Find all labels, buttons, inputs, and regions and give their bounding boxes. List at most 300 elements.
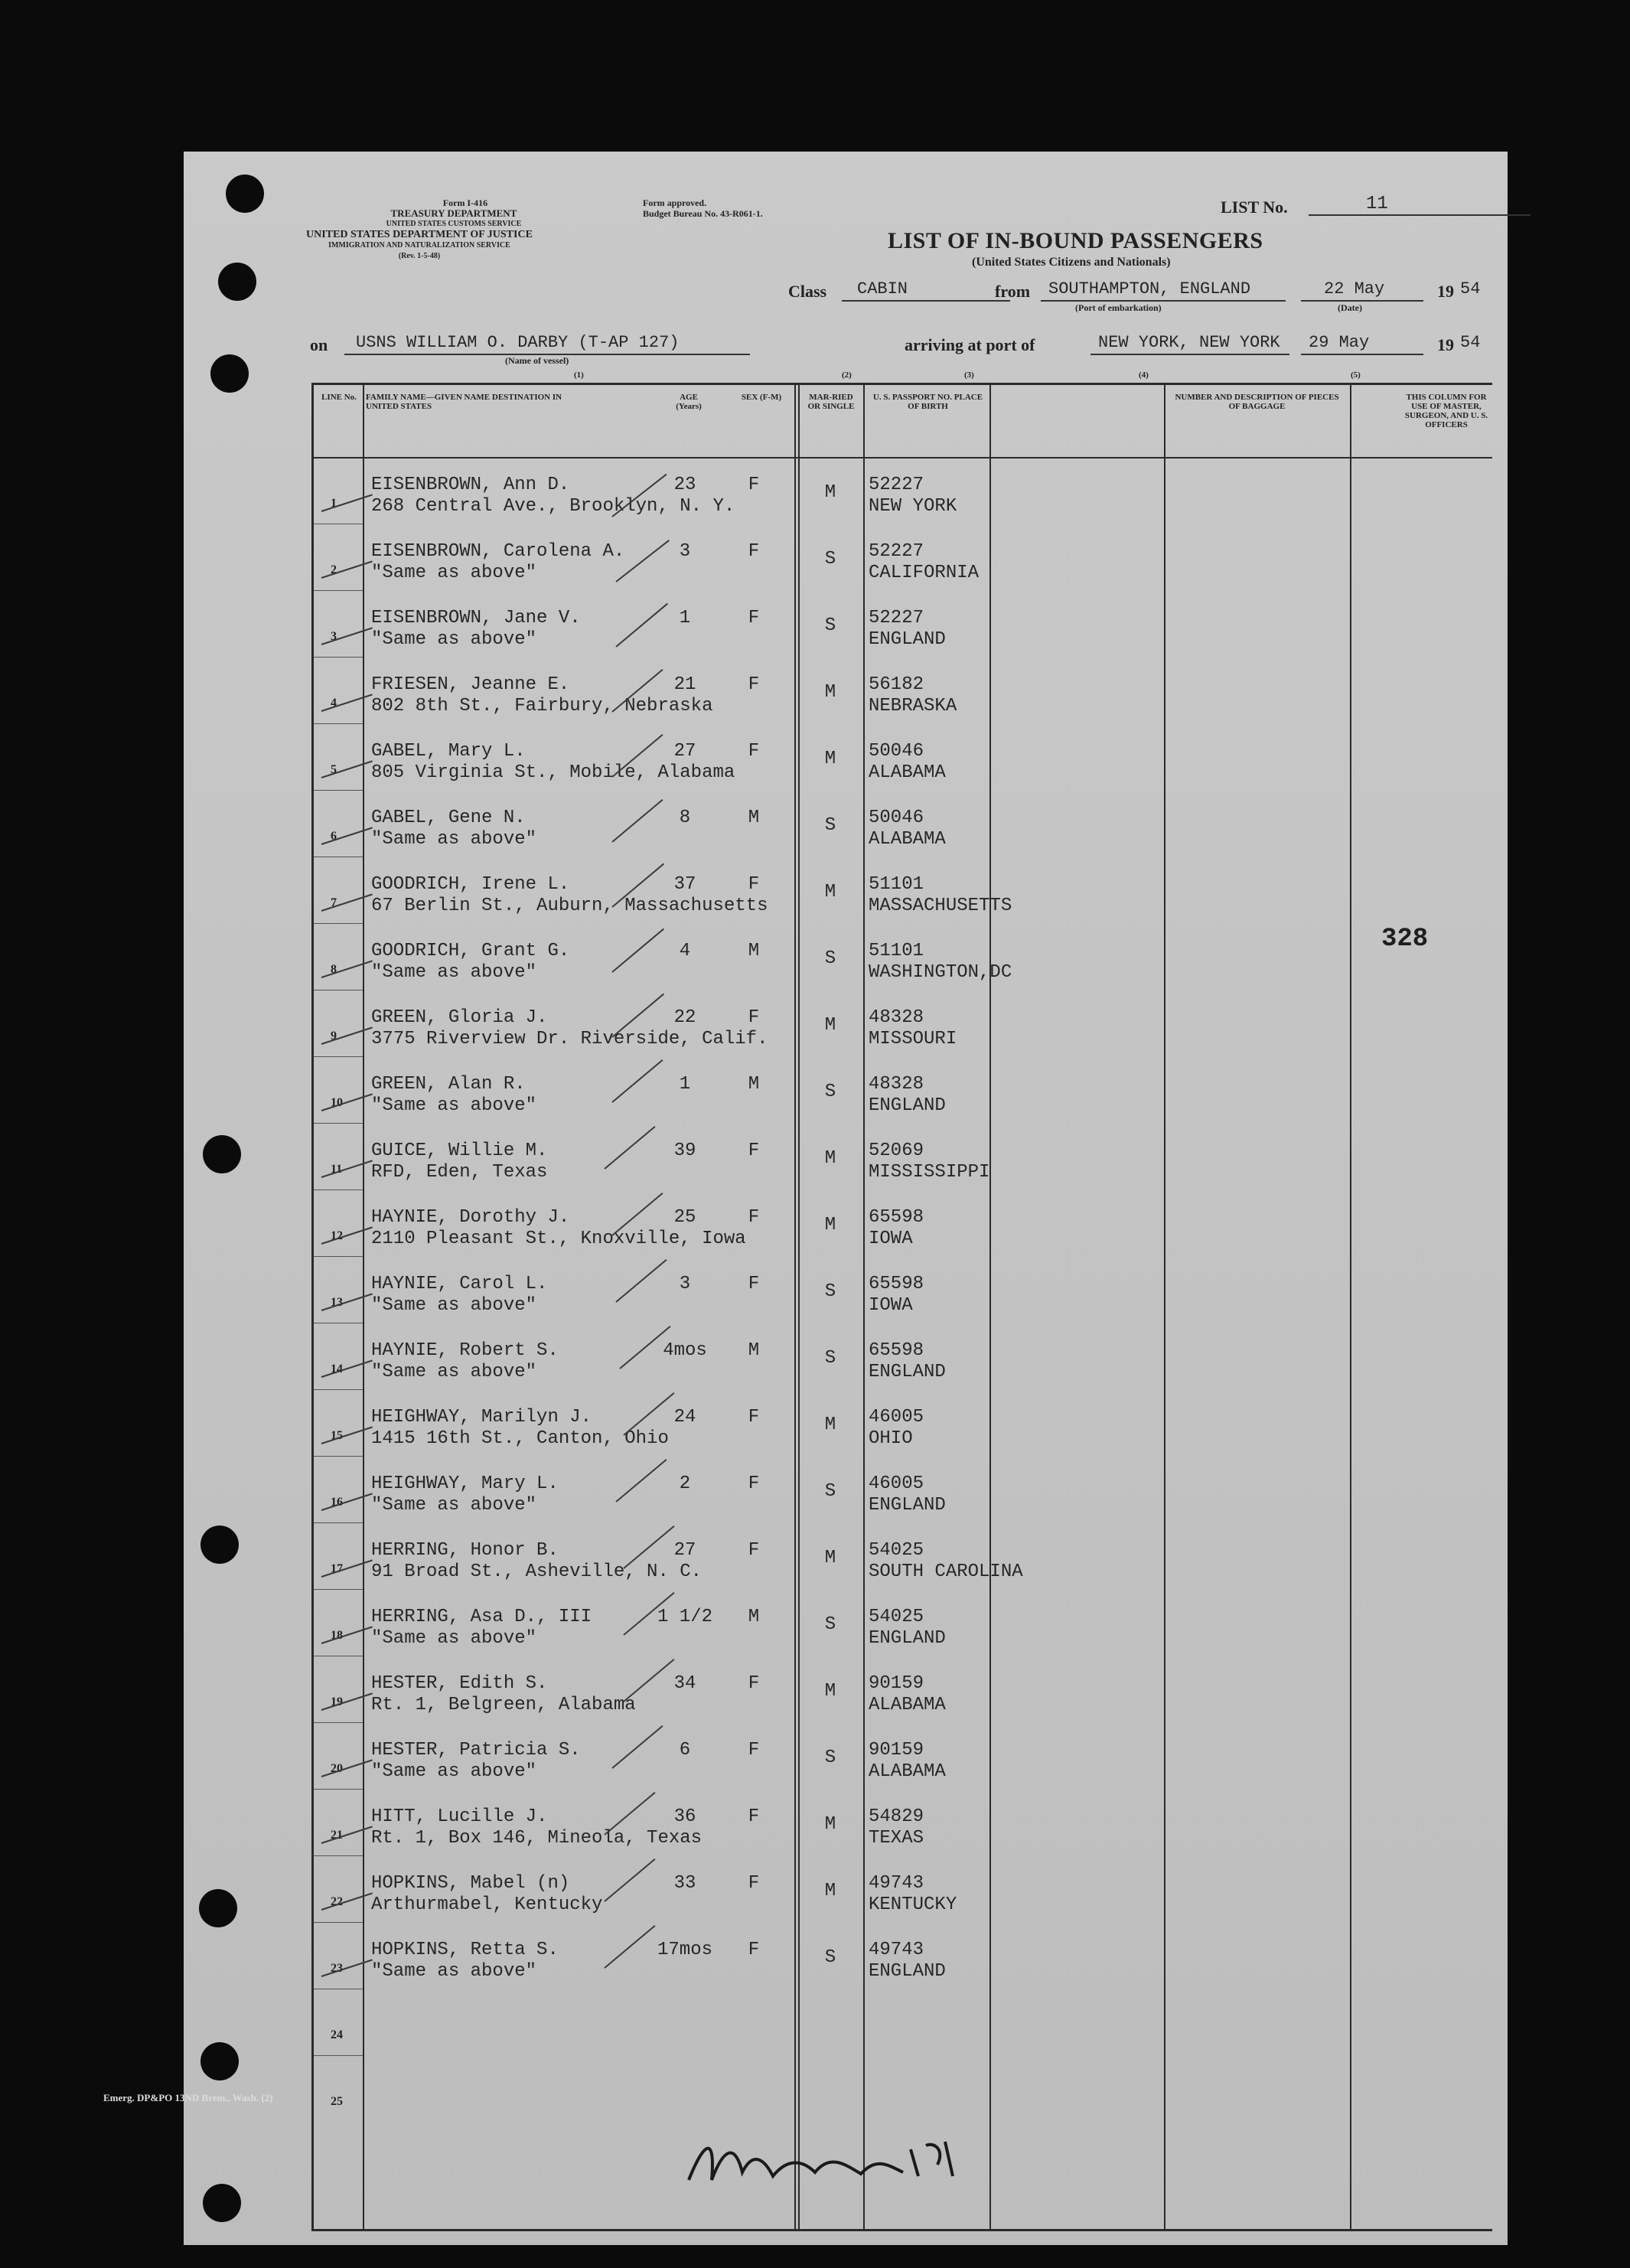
checkmark [321,1692,373,1711]
line-number: 12 [331,1229,343,1242]
place-of-birth: CALIFORNIA [869,563,980,583]
line-number: 11 [331,1163,343,1176]
row-divider [314,1855,363,1856]
marital-status: M [824,882,836,902]
punch-hole [210,354,249,393]
checkmark [604,1858,655,1902]
line-number: 13 [331,1296,343,1309]
checkmark [321,1359,373,1378]
line-number: 16 [331,1496,343,1509]
age: 37 [673,874,696,895]
age: 24 [673,1407,696,1428]
marital-status: S [824,815,836,836]
destination: Rt. 1, Box 146, Mineola, Texas [371,1828,703,1849]
col-num-2: (2) [842,370,852,380]
arrival-date: 29 May [1309,333,1370,352]
passport-number: 49743 [869,1873,924,1894]
marital-status: S [824,1947,836,1968]
line-number: 6 [331,830,337,843]
table-row [314,1456,1495,1522]
passport-number: 65598 [869,1274,924,1294]
passenger-name: HESTER, Edith S. [371,1673,548,1694]
sex: F [748,1274,760,1294]
age: 1 1/2 [657,1607,712,1627]
line-number: 23 [331,1962,343,1975]
marital-status: S [824,948,836,969]
passport-number: 54025 [869,1540,924,1561]
passport-number: 56182 [869,674,924,695]
list-no-value: 11 [1366,194,1388,214]
age: 8 [679,808,691,828]
place-of-birth: ALABAMA [869,762,946,783]
port-embarkation: SOUTHAMPTON, ENGLAND [1048,279,1251,299]
row-divider [314,1256,363,1257]
line-number: 8 [331,963,337,976]
passenger-name: HAYNIE, Dorothy J. [371,1207,570,1228]
marital-status: S [824,1082,836,1102]
checkmark [321,693,373,712]
destination: "Same as above" [371,829,537,850]
table-row [314,1722,1495,1789]
table-row [314,1855,1495,1922]
row-divider [314,790,363,791]
age: 39 [673,1141,696,1161]
line-number: 3 [331,630,337,643]
destination: "Same as above" [371,1628,537,1649]
table-row [314,1656,1495,1722]
checkmark [321,627,373,645]
form-agency-block [306,197,533,262]
sex: M [748,1074,760,1095]
line-number: 5 [331,763,337,776]
checkmark [321,1493,373,1511]
arrival-date-underline [1301,354,1423,355]
vessel-caption: (Name of vessel) [505,355,569,366]
printer-footer: Emerg. DP&PO 13ND Brem., Wash. (2) [103,2092,273,2103]
checkmark [321,560,373,579]
row-divider [314,1056,363,1057]
age: 1 [679,608,691,628]
passenger-name: HAYNIE, Robert S. [371,1340,559,1361]
checkmark [321,960,373,978]
age: 25 [673,1207,696,1228]
place-of-birth: ALABAMA [869,829,946,850]
checkmark [321,1426,373,1444]
place-of-birth: ENGLAND [869,1495,946,1516]
destination: "Same as above" [371,1961,537,1982]
page-title: LIST OF IN-BOUND PASSENGERS [888,228,1263,253]
form-approved-text: Form approved. [643,197,707,208]
checkmark [321,760,373,778]
place-of-birth: WASHINGTON,DC [869,962,1012,983]
marital-status: M [824,1415,836,1435]
passport-number: 50046 [869,808,924,828]
col-header-line: LINE No. [321,393,357,402]
checkmark [321,1626,373,1644]
table-row [314,1522,1495,1589]
punch-hole [226,175,264,213]
marital-status: S [824,1748,836,1768]
checkmark [604,1126,655,1170]
punch-hole [203,1135,241,1173]
age: 22 [673,1007,696,1028]
col-header-passport: U. S. PASSPORT NO. PLACE OF BIRTH [872,393,983,411]
passenger-name: HEIGHWAY, Mary L. [371,1473,559,1494]
age: 17mos [657,1940,712,1960]
destination: 3775 Riverview Dr. Riverside, Calif. [371,1029,768,1049]
sex: F [748,475,760,495]
line-number: 7 [331,896,337,909]
sex: M [748,941,760,961]
marital-status: M [824,482,836,503]
passenger-name: GREEN, Gloria J. [371,1007,548,1028]
sex: F [748,1141,760,1161]
table-row [314,1589,1495,1656]
line-number: 10 [331,1096,343,1109]
punch-hole [199,1889,237,1927]
punch-hole [218,263,256,301]
passenger-name: HAYNIE, Carol L. [371,1274,548,1294]
vessel-name: USNS WILLIAM O. DARBY (T-AP 127) [356,333,680,352]
punch-hole [203,2184,241,2222]
sex: F [748,541,760,562]
passport-number: 51101 [869,941,924,961]
officer-stamp: 328 [1381,925,1429,954]
marital-status: M [824,1681,836,1702]
table-row [314,2055,1495,2122]
checkmark [321,494,373,512]
sex: F [748,1873,760,1894]
table-row [314,657,1495,723]
passenger-name: HOPKINS, Mabel (n) [371,1873,570,1894]
table-row [314,857,1495,923]
passenger-name: HITT, Lucille J. [371,1806,548,1827]
sex: M [748,1607,760,1627]
line-number: 21 [331,1829,343,1842]
row-divider [314,1589,363,1590]
sex: M [748,1340,760,1361]
date-caption: (Date) [1338,302,1362,313]
place-of-birth: ENGLAND [869,1961,946,1982]
table-row [314,1922,1495,1989]
destination: 268 Central Ave., Brooklyn, N. Y. [371,496,735,517]
destination: "Same as above" [371,1295,537,1316]
sex: F [748,874,760,895]
marital-status: M [824,1548,836,1568]
table-row [314,457,1495,524]
arrival-port: NEW YORK, NEW YORK [1098,333,1280,352]
marital-status: S [824,549,836,569]
justice-dept: UNITED STATES DEPARTMENT OF JUSTICE [306,229,533,240]
sex: F [748,1940,760,1960]
destination: Rt. 1, Belgreen, Alabama [371,1695,636,1715]
sex: F [748,1007,760,1028]
col-num-5: (5) [1351,370,1361,380]
place-of-birth: IOWA [869,1229,913,1249]
age: 23 [673,475,696,495]
place-of-birth: KENTUCKY [869,1894,957,1915]
place-of-birth: MASSACHUSETTS [869,896,1012,916]
destination: RFD, Eden, Texas [371,1162,548,1183]
marital-status: S [824,1281,836,1302]
row-divider [314,1789,363,1790]
passport-number: 52227 [869,475,924,495]
place-of-birth: ENGLAND [869,1628,946,1649]
age: 33 [673,1873,696,1894]
marital-status: M [824,1881,836,1901]
destination: 91 Broad St., Asheville, N. C. [371,1561,703,1582]
age: 36 [673,1806,696,1827]
destination: 67 Berlin St., Auburn, Massachusetts [371,896,768,916]
sex: F [748,1673,760,1694]
passenger-name: HEIGHWAY, Marilyn J. [371,1407,592,1428]
age: 34 [673,1673,696,1694]
passenger-name: EISENBROWN, Carolena A. [371,541,625,562]
year-prefix: 19 [1437,282,1454,301]
line-number: 15 [331,1429,343,1442]
col-num-4: (4) [1139,370,1149,380]
passport-number: 46005 [869,1473,924,1494]
list-no-underline [1309,214,1531,216]
place-of-birth: ENGLAND [869,1362,946,1382]
checkmark [321,1293,373,1311]
punch-hole [200,2042,239,2080]
row-divider [314,923,363,924]
marital-status: M [824,749,836,769]
passenger-name: EISENBROWN, Ann D. [371,475,570,495]
age: 4mos [663,1340,707,1361]
line-number: 18 [331,1629,343,1642]
row-divider [314,2055,363,2056]
place-of-birth: ALABAMA [869,1761,946,1782]
embark-year: 54 [1460,279,1481,299]
form-approval [643,197,763,219]
sex: F [748,741,760,762]
checkmark [321,893,373,912]
class-underline [842,300,1010,302]
row-divider [314,657,363,658]
marital-status: M [824,682,836,703]
line-number: 17 [331,1562,343,1575]
arrival-port-underline [1090,354,1289,355]
marital-status: M [824,1814,836,1835]
age: 6 [679,1740,691,1761]
line-number: 14 [331,1362,343,1375]
row-divider [314,1722,363,1723]
manifest-table [311,383,1492,2231]
marital-status: S [824,615,836,636]
table-row [314,1189,1495,1256]
arrival-year-prefix: 19 [1437,335,1454,354]
passport-number: 49743 [869,1940,924,1960]
age: 4 [679,941,691,961]
row-divider [314,1389,363,1390]
row-divider [314,723,363,724]
destination: "Same as above" [371,629,537,650]
from-label: from [995,282,1031,301]
age: 3 [679,1274,691,1294]
port-underline [1041,300,1286,302]
checkmark [321,1093,373,1111]
passenger-name: GABEL, Mary L. [371,741,526,762]
row-divider [314,590,363,591]
passenger-name: HERRING, Honor B. [371,1540,559,1561]
checkmark [321,1892,373,1911]
row-divider [314,1522,363,1523]
place-of-birth: IOWA [869,1295,913,1316]
budget-bureau-no: Budget Bureau No. 43-R061-1. [643,208,763,219]
passport-number: 54829 [869,1806,924,1827]
destination: "Same as above" [371,1761,537,1782]
passenger-name: HESTER, Patricia S. [371,1740,581,1761]
passenger-name: GREEN, Alan R. [371,1074,526,1095]
line-number: 2 [331,563,337,576]
line-number: 25 [331,2095,343,2108]
line-number: 4 [331,697,337,710]
passenger-manifest-sheet [184,152,1508,2245]
arriving-label: arriving at port of [905,335,1035,354]
destination: "Same as above" [371,1362,537,1382]
passport-number: 90159 [869,1673,924,1694]
destination: 1415 16th St., Canton, Ohio [371,1428,669,1449]
sex: F [748,674,760,695]
table-row [314,1256,1495,1323]
sex: F [748,1806,760,1827]
destination: 805 Virginia St., Mobile, Alabama [371,762,735,783]
table-row [314,923,1495,990]
date-underline [1301,300,1423,302]
col-header-sex: SEX (F-M) [741,393,782,402]
col-num-3: (3) [964,370,974,380]
line-number: 20 [331,1762,343,1775]
marital-status: S [824,1614,836,1635]
place-of-birth: MISSISSIPPI [869,1162,990,1183]
sex: F [748,1407,760,1428]
passport-number: 54025 [869,1607,924,1627]
col-header-officers: THIS COLUMN FOR USE OF MASTER, SURGEON, AND U. S. OFFICERS [1404,393,1488,429]
table-row [314,590,1495,657]
age: 1 [679,1074,691,1095]
port-embark-caption: (Port of embarkation) [1075,302,1162,313]
passenger-name: EISENBROWN, Jane V. [371,608,581,628]
table-row [314,723,1495,790]
checkmark [321,1026,373,1045]
checkmark [321,1559,373,1578]
table-row [314,1056,1495,1123]
checkmark [321,1226,373,1245]
passenger-name: GABEL, Gene N. [371,808,526,828]
col-header-age: AGE (Years) [676,393,702,411]
official-signature [681,2119,972,2203]
customs-service: UNITED STATES CUSTOMS SERVICE [386,220,522,228]
sex: F [748,1473,760,1494]
col-header-married: MAR-RIED OR SINGLE [807,393,855,411]
passport-number: 48328 [869,1007,924,1028]
destination: "Same as above" [371,1495,537,1516]
arrival-year: 54 [1460,333,1481,352]
table-row [314,1989,1495,2055]
row-divider [314,1922,363,1923]
passport-number: 52227 [869,541,924,562]
passport-number: 46005 [869,1407,924,1428]
passport-number: 65598 [869,1340,924,1361]
col-header-baggage: NUMBER AND DESCRIPTION OF PIECES OF BAGGAGE [1175,393,1339,411]
line-number: 22 [331,1895,343,1908]
passenger-name: HOPKINS, Retta S. [371,1940,559,1960]
line-number: 1 [331,497,337,510]
class-value: CABIN [857,279,908,299]
passport-number: 51101 [869,874,924,895]
punch-hole [200,1526,239,1564]
destination: 802 8th St., Fairbury, Nebraska [371,696,713,716]
marital-status: S [824,1348,836,1369]
place-of-birth: ENGLAND [869,629,946,650]
row-divider [314,1123,363,1124]
destination: "Same as above" [371,962,537,983]
sex: F [748,1540,760,1561]
passport-number: 90159 [869,1740,924,1761]
passport-number: 50046 [869,741,924,762]
checkmark [604,1925,655,1969]
place-of-birth: OHIO [869,1428,913,1449]
table-row [314,1323,1495,1389]
checkmark [321,1826,373,1844]
col-num-1: (1) [574,370,584,380]
sex: M [748,808,760,828]
passenger-name: GUICE, Willie M. [371,1141,548,1161]
checkmark [321,1759,373,1777]
destination: 2110 Pleasant St., Knoxville, Iowa [371,1229,746,1249]
passenger-name: GOODRICH, Grant G. [371,941,570,961]
class-label: Class [788,282,827,301]
form-number: Form I-416 [442,197,488,208]
line-number: 9 [331,1030,337,1043]
checkmark [321,1160,373,1178]
sex: F [748,1740,760,1761]
place-of-birth: ENGLAND [869,1095,946,1116]
age: 3 [679,541,691,562]
passport-number: 52069 [869,1141,924,1161]
sex: F [748,608,760,628]
treasury-dept: TREASURY DEPARTMENT [390,207,517,219]
embark-date: 22 May [1324,279,1385,299]
checkmark [321,827,373,845]
table-row [314,790,1495,857]
table-row [314,990,1495,1056]
place-of-birth: SOUTH CAROLINA [869,1561,1023,1582]
col-header-name: FAMILY NAME—GIVEN NAME DESTINATION IN UNITED STATES [366,393,562,411]
form-revision: (Rev. 1-5-48) [398,252,441,260]
place-of-birth: TEXAS [869,1828,924,1849]
age: 21 [673,674,696,695]
ins-service: IMMIGRATION AND NATURALIZATION SERVICE [328,241,510,250]
destination: "Same as above" [371,563,537,583]
checkmark [321,1959,373,1977]
age: 2 [679,1473,691,1494]
age: 27 [673,741,696,762]
page-subtitle: (United States Citizens and Nationals) [972,256,1171,269]
on-label: on [310,335,328,354]
table-row [314,1389,1495,1456]
table-row [314,1123,1495,1189]
row-divider [314,1189,363,1190]
place-of-birth: NEW YORK [869,496,957,517]
marital-status: M [824,1148,836,1169]
age: 27 [673,1540,696,1561]
passenger-name: HERRING, Asa D., III [371,1607,592,1627]
sex: F [748,1207,760,1228]
line-number: 24 [331,2028,343,2041]
